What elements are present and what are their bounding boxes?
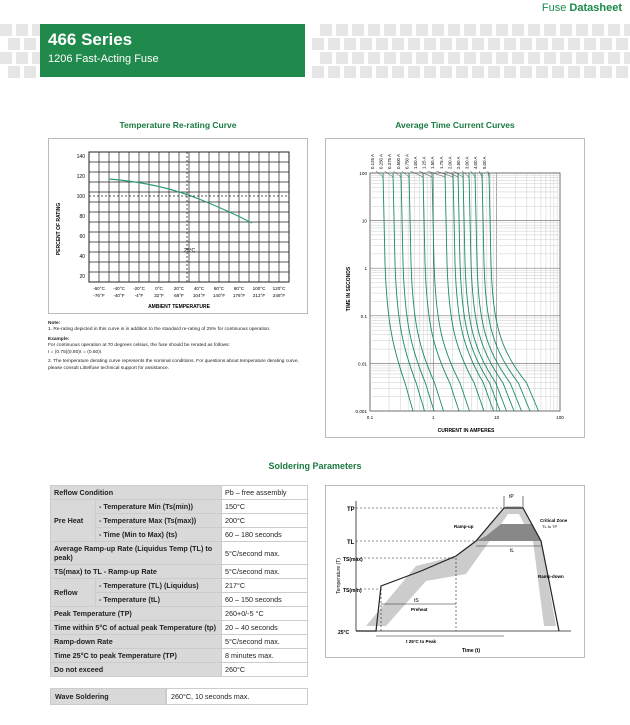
header-tile — [432, 24, 444, 36]
header-tile — [552, 38, 564, 50]
atc-chart-frame — [325, 138, 585, 438]
soldering-value: 5°C/second max. — [222, 565, 308, 579]
header-brand: Fuse Datasheet — [541, 2, 622, 14]
header-tile — [8, 66, 20, 78]
atc-rating-label: 0.500 A — [395, 154, 401, 169]
soldering-subparam: - Time (Min to Max) (ts) — [96, 528, 222, 542]
header-tile — [360, 38, 372, 50]
profile-preheat: Preheat — [411, 607, 428, 612]
soldering-row — [51, 621, 308, 635]
soldering-value: 200°C — [222, 514, 308, 528]
header-tile — [384, 52, 396, 64]
soldering-param: TS(max) to TL - Ramp-up Rate — [51, 565, 222, 579]
rerating-xtick-c: -60°C — [93, 286, 105, 291]
soldering-row — [51, 663, 308, 677]
soldering-row — [51, 486, 308, 500]
atc-xlabel: CURRENT IN AMPERES — [437, 428, 495, 434]
soldering-subparam: - Temperature (tL) — [96, 593, 222, 607]
header-tile — [568, 66, 580, 78]
soldering-value: 260°C — [222, 663, 308, 677]
header-tile — [480, 24, 492, 36]
soldering-subparam: - Temperature (TL) (Liquidus) — [96, 579, 222, 593]
atc-ytick: 0.1 — [360, 313, 367, 319]
header-tile — [312, 38, 324, 50]
rerating-xtick-c: 0°C — [155, 286, 163, 291]
atc-xtick: 10 — [494, 415, 500, 420]
atc-chart — [326, 139, 584, 437]
header-tile — [544, 24, 556, 36]
atc-xtick: 0.1 — [366, 415, 374, 420]
header-tile — [432, 52, 444, 64]
atc-curve — [393, 173, 425, 411]
rerating-chart-frame — [48, 138, 308, 314]
rerating-chart — [49, 139, 307, 313]
header-tile — [376, 66, 388, 78]
soldering-value: 150°C — [222, 500, 308, 514]
header-tile — [312, 66, 324, 78]
header-tile — [560, 52, 572, 64]
header-tile — [416, 24, 428, 36]
header-tile — [472, 66, 484, 78]
header-tile — [600, 66, 612, 78]
header-tile — [520, 66, 532, 78]
header-tile — [336, 24, 348, 36]
header-tile — [448, 24, 460, 36]
profile-ramp-up: Ramp-up — [454, 524, 474, 529]
rerating-xtick-f: 212°F — [252, 293, 266, 298]
atc-rating-label: 0.125 A — [370, 154, 375, 169]
soldering-value: 60 – 150 seconds — [222, 593, 308, 607]
series-name: 466 Series — [48, 30, 133, 49]
soldering-group: Reflow — [51, 579, 96, 607]
soldering-subparam: - Temperature Min (Ts(min)) — [96, 500, 222, 514]
rerating-xtick-c: 80°C — [233, 286, 245, 291]
atc-rating-label: 1.50 A — [430, 156, 436, 169]
atc-title: Average Time Current Curves — [395, 120, 515, 130]
header-tile — [0, 52, 12, 64]
header-tile — [456, 38, 468, 50]
atc-rating-label: 2.00 A — [447, 156, 453, 169]
soldering-value: 5°C/second max. — [222, 542, 308, 565]
header-tile — [352, 24, 364, 36]
header-tile — [320, 52, 332, 64]
header-tile — [512, 24, 524, 36]
rerating-ytick: 80 — [79, 214, 85, 220]
soldering-param: Average Ramp-up Rate (Liquidus Temp (TL) to peak) — [51, 542, 222, 565]
header-tile — [368, 24, 380, 36]
atc-rating-label: 3.00 A — [464, 156, 470, 169]
header-tile — [528, 24, 540, 36]
atc-ytick: 0.01 — [358, 361, 367, 367]
reflow-profile — [326, 486, 584, 657]
rerating-ytick: 40 — [79, 254, 85, 260]
header-tile — [560, 24, 572, 36]
soldering-row — [51, 579, 308, 593]
header-tile — [584, 66, 596, 78]
header-tile — [568, 38, 580, 50]
soldering-param: Time 25°C to peak Temperature (TP) — [51, 649, 222, 663]
soldering-row — [51, 565, 308, 579]
rerating-xtick-c: -20°C — [133, 286, 145, 291]
atc-rating-label: 1.00 A — [413, 156, 418, 169]
header-tile — [552, 66, 564, 78]
rerating-xtick-f: 140°F — [212, 293, 226, 298]
rerating-ylabel: PERCENT OF RATING — [56, 202, 62, 256]
rerating-ytick: 100 — [76, 194, 85, 200]
rerating-xtick-c: 60°C — [213, 286, 225, 291]
rerating-xtick-c: 100°C — [252, 286, 266, 291]
rerating-ytick: 140 — [76, 154, 85, 160]
soldering-table — [50, 485, 308, 677]
header-tile — [624, 24, 630, 36]
atc-rating-label: 0.750 A — [404, 154, 410, 169]
header-tile — [520, 38, 532, 50]
header-tile — [512, 52, 524, 64]
wave-soldering-row — [50, 688, 308, 705]
soldering-row — [51, 649, 308, 663]
atc-rating-label: 0.250 A — [378, 154, 384, 169]
header-tile — [0, 24, 12, 36]
header-tile — [608, 52, 620, 64]
rerating-xtick-f: -4°F — [134, 293, 144, 298]
soldering-title: Soldering Parameters — [268, 461, 362, 471]
header-tile — [368, 52, 380, 64]
header-tile — [592, 24, 604, 36]
rerating-curve — [109, 179, 252, 223]
header-tile — [464, 24, 476, 36]
header-tile — [320, 24, 332, 36]
header-tile — [480, 52, 492, 64]
header-tile — [528, 52, 540, 64]
soldering-param: Time within 5°C of actual peak Temperature (tp) — [51, 621, 222, 635]
profile-t25: 25°C — [338, 630, 350, 636]
atc-ytick: 1 — [364, 266, 367, 272]
header-tile — [576, 24, 588, 36]
header-tile — [600, 38, 612, 50]
atc-rating-label: 1.75 A — [438, 156, 444, 169]
atc-curve — [401, 173, 434, 411]
atc-ytick: 100 — [359, 171, 367, 176]
soldering-value: 20 – 40 seconds — [222, 621, 308, 635]
header-tile — [472, 38, 484, 50]
header-tile — [584, 38, 596, 50]
soldering-row — [51, 607, 308, 621]
rerating-xtick-c: 120°C — [272, 286, 286, 291]
atc-curve — [383, 173, 413, 411]
header-tile — [624, 52, 630, 64]
header-tile — [328, 66, 340, 78]
header-tile — [504, 66, 516, 78]
header-tile — [376, 38, 388, 50]
rerating-xtick-c: 20°C — [173, 286, 185, 291]
profile-ts: tS — [414, 598, 419, 604]
atc-plot-area — [370, 173, 560, 411]
soldering-value: 8 minutes max. — [222, 649, 308, 663]
rerating-xtick-f: 68°F — [174, 293, 184, 298]
example-line-2: I = (0.75)(0.80)I = (0.60)I — [48, 349, 102, 355]
rerating-xtick-c: 40°C — [193, 286, 205, 291]
profile-critical-zone-2: TL to TP — [542, 524, 558, 529]
header-tile — [424, 38, 436, 50]
header-tile — [24, 38, 36, 50]
header-tile — [344, 38, 356, 50]
soldering-value: 5°C/second max. — [222, 635, 308, 649]
atc-ytick: 10 — [361, 218, 367, 224]
rerating-title: Temperature Re-rating Curve — [119, 120, 237, 130]
header-tile — [400, 24, 412, 36]
soldering-param: Ramp-down Rate — [51, 635, 222, 649]
note-2: 2. The temperature derating curve represents the nominal conditions. For questions about temperature derating curve, please consult Littelfuse technical support for assistance. — [48, 359, 299, 371]
wave-soldering-label: Wave Soldering — [50, 688, 166, 705]
header-tile — [608, 24, 620, 36]
header-tile — [336, 52, 348, 64]
profile-ramp-down: Ramp-down — [538, 574, 564, 579]
rerating-xtick-c: -40°C — [113, 286, 125, 291]
soldering-row — [51, 500, 308, 514]
profile-tsmax: TS(max) — [343, 557, 363, 563]
reflow-profile-frame — [325, 485, 585, 658]
atc-ylabel: TIME IN SECONDS — [346, 266, 352, 312]
header-tile — [384, 24, 396, 36]
header-tile — [392, 66, 404, 78]
rerating-notes: Note: 1. Re-rating depicted in this curve is in addition to the standard re-rating of 25% for continuous operation. Example: For continuous operation at 70 degrees celsius, the fuse should be rerated as follows: I = (0.75)(0.80)I = (0.60)I 2. The temperature derating curve represents the nominal conditions. For questions about temperature derating curve, please consult Littelfuse technical support for assistance. — [48, 321, 313, 372]
atc-ytick: 0.001 — [355, 409, 367, 414]
atc-rating-label: 1.25 A — [421, 156, 427, 169]
profile-tsmin: TS(min) — [343, 588, 362, 594]
header-tile — [448, 52, 460, 64]
profile-critical-zone: Critical Zone — [540, 518, 568, 523]
atc-xtick: 1 — [432, 415, 435, 420]
atc-rating-label: 5.00 A — [481, 156, 487, 169]
atc-rating-label: 2.50 A — [456, 156, 461, 169]
header-tile — [616, 66, 628, 78]
header-tile — [576, 52, 588, 64]
header-tile — [328, 38, 340, 50]
profile-tp-label: tP — [509, 494, 514, 500]
atc-xtick: 100 — [556, 415, 564, 420]
rerating-xtick-f: 104°F — [192, 293, 206, 298]
soldering-param: Peak Temperature (TP) — [51, 607, 222, 621]
profile-tp: TP — [347, 507, 355, 513]
header-tile — [352, 52, 364, 64]
header-tile — [440, 66, 452, 78]
rerating-xtick-f: 32°F — [154, 293, 164, 298]
rerating-xtick-f: -76°F — [93, 293, 105, 298]
header-tile — [360, 66, 372, 78]
header-tile — [496, 52, 508, 64]
header-tile — [424, 66, 436, 78]
header-tile — [544, 52, 556, 64]
header-tile — [496, 24, 508, 36]
example-line-1: For continuous operation at 70 degrees celsius, the fuse should be rerated as follows: — [48, 343, 230, 349]
profile-xlabel: Time (t) — [462, 648, 480, 654]
profile-tl: TL — [347, 540, 355, 546]
header-tile — [616, 38, 628, 50]
wave-soldering-value: 260°C, 10 seconds max. — [166, 688, 308, 705]
soldering-row — [51, 635, 308, 649]
note-1: 1. Re-rating depicted in this curve is in addition to the standard re-rating of 25% for continuous operation. — [48, 327, 271, 333]
header-tile — [416, 52, 428, 64]
soldering-value: 60 – 180 seconds — [222, 528, 308, 542]
profile-to-peak: t 25°C to Peak — [406, 639, 437, 644]
header-tile — [536, 66, 548, 78]
atc-curve — [482, 173, 530, 411]
header-tile — [408, 66, 420, 78]
header-tile — [440, 38, 452, 50]
atc-rating-label: 4.00 A — [473, 156, 479, 169]
profile-tl-label: tL — [510, 548, 515, 554]
soldering-subparam: - Temperature Max (Ts(max)) — [96, 514, 222, 528]
rerating-25c-label: 25°C — [184, 248, 196, 254]
series-banner — [40, 24, 305, 77]
rerating-ytick: 20 — [79, 274, 85, 280]
soldering-param: Reflow Condition — [51, 486, 222, 500]
atc-curve — [445, 173, 484, 411]
soldering-param: Do not exceed — [51, 663, 222, 677]
header-tile — [8, 38, 20, 50]
header-tile — [16, 52, 28, 64]
header-tile — [504, 38, 516, 50]
header-tile — [464, 52, 476, 64]
rerating-ytick: 60 — [79, 234, 85, 240]
rerating-xtick-f: 248°F — [272, 293, 286, 298]
profile-ylabel: Temperature (T) — [336, 558, 342, 594]
soldering-table-wrap — [50, 485, 308, 677]
atc-rating-label: 0.375 A — [387, 154, 393, 169]
soldering-value: Pb – free assembly — [222, 486, 308, 500]
header-tile — [408, 38, 420, 50]
header-tile — [392, 38, 404, 50]
header-tile — [344, 66, 356, 78]
header-tile — [456, 66, 468, 78]
header-tile — [400, 52, 412, 64]
header-tile — [592, 52, 604, 64]
soldering-value: 217°C — [222, 579, 308, 593]
rerating-xtick-f: 176°F — [232, 293, 246, 298]
header-tile — [488, 66, 500, 78]
header-tile — [488, 38, 500, 50]
header-tile — [16, 24, 28, 36]
soldering-value: 260+0/-5 °C — [222, 607, 308, 621]
soldering-row — [51, 542, 308, 565]
header-tile — [536, 38, 548, 50]
soldering-group: Pre Heat — [51, 500, 96, 542]
rerating-ytick: 120 — [76, 174, 85, 180]
rerating-xtick-f: -40°F — [113, 293, 125, 298]
series-subtitle: 1206 Fast-Acting Fuse — [48, 53, 159, 65]
header-tile — [24, 66, 36, 78]
rerating-xlabel: AMBIENT TEMPERATURE — [148, 304, 210, 310]
